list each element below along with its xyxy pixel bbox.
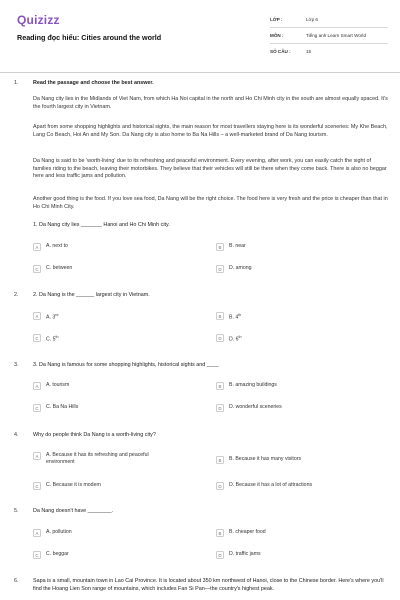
- option-c[interactable]: [33, 404, 196, 412]
- sub-question-text: 1. Da Nang city lies _______ Hanoi and Ho Chi Minh city.: [33, 222, 170, 228]
- question-number: 1.: [14, 80, 19, 86]
- option-letter: B: [216, 529, 224, 537]
- question-prompt: Why do people think Da Nang is a worth-living city?: [33, 432, 156, 438]
- option-text: D. wonderful sceneries: [229, 404, 282, 410]
- option-b[interactable]: [216, 312, 379, 322]
- question-number: 5.: [14, 508, 19, 514]
- question-number: 3.: [14, 362, 19, 368]
- option-text-main: D. 6: [229, 336, 239, 343]
- option-a[interactable]: [33, 243, 196, 251]
- option-letter: A: [33, 382, 41, 390]
- option-b[interactable]: [216, 382, 379, 390]
- option-c[interactable]: [33, 482, 196, 490]
- option-letter: C: [33, 334, 41, 342]
- option-text: C. between: [46, 265, 73, 271]
- option-text-main: B. 4: [229, 314, 239, 321]
- worksheet-title: Reading đọc hiểu: Cities around the world: [17, 33, 162, 42]
- option-b[interactable]: [216, 456, 379, 464]
- option-text: C. Because it is modern: [46, 482, 102, 488]
- option-text: D. Because it has a lot of attractions: [229, 482, 313, 488]
- passage-paragraph: Another good thing is the food. If you love sea food, Da Nang will be the right choice. The food here is very fresh and the price is cheaper than that in Ho Chi Minh City.: [33, 196, 388, 210]
- meta-value: Lớp 6: [306, 17, 318, 22]
- question-number: 4.: [14, 432, 19, 438]
- option-text: C. Ba Na Hills: [46, 404, 79, 410]
- option-letter: C: [33, 482, 41, 490]
- option-c[interactable]: [33, 551, 196, 559]
- worksheet-meta: [270, 12, 388, 59]
- option-letter: B: [216, 382, 224, 390]
- option-b[interactable]: [216, 529, 379, 537]
- option-letter: B: [216, 312, 224, 320]
- option-letter: D: [216, 482, 224, 490]
- meta-row-subject: [270, 28, 388, 44]
- question-number: 6.: [14, 578, 19, 584]
- ordinal-suffix: th: [238, 335, 242, 339]
- header-divider: [0, 72, 400, 73]
- option-letter: B: [216, 243, 224, 251]
- question-number: 2.: [14, 292, 19, 298]
- passage-paragraph: Apart from some shopping highlights and historical sights, the main reason for most travellers staying here is its wonderful sceneries: My Khe Beach, Lang Co Beach, Hoi An and My Son. Da Nang city is also home to Ba Na Hills – a well-marketed brand of Da Nang tourism.: [33, 124, 388, 138]
- option-text: D. among: [229, 265, 252, 271]
- option-text: [46, 312, 196, 322]
- ordinal-suffix: th: [55, 335, 59, 339]
- option-text: B. near: [229, 243, 246, 249]
- option-letter: D: [216, 551, 224, 559]
- option-d[interactable]: [216, 551, 379, 559]
- option-text: B. Because it has many visitors: [229, 456, 302, 462]
- question-prompt: 2. Da Nang is the ______ largest city in Vietnam.: [33, 292, 150, 298]
- option-letter: A: [33, 312, 41, 320]
- option-d[interactable]: [216, 334, 379, 344]
- option-c[interactable]: [33, 265, 196, 273]
- option-a[interactable]: [33, 382, 196, 390]
- ordinal-suffix: rd: [55, 313, 59, 317]
- option-c[interactable]: [33, 334, 196, 344]
- option-d[interactable]: [216, 482, 379, 490]
- meta-value: 15: [306, 49, 312, 54]
- option-text: A. next to: [46, 243, 68, 249]
- option-d[interactable]: [216, 404, 379, 412]
- option-text: A. Because it has its refreshing and peaceful environment: [46, 452, 149, 465]
- option-letter: C: [33, 404, 41, 412]
- option-text: [229, 334, 379, 344]
- option-letter: C: [33, 265, 41, 273]
- option-text: [46, 334, 196, 344]
- question-prompt: Read the passage and choose the best answer.: [33, 80, 154, 86]
- option-text: C. beggar: [46, 551, 69, 557]
- option-letter: D: [216, 404, 224, 412]
- option-text-main: A. 3: [46, 314, 56, 321]
- passage-paragraph: Da Nang city lies in the Midlands of Viet Nam, from which Ha Noi capital in the north and Ho Chi Minh city in the south are almost equally spaced. It's the fourth largest city in Vietnam.: [33, 96, 388, 110]
- option-d[interactable]: [216, 265, 379, 273]
- option-text: B. cheaper food: [229, 529, 266, 535]
- option-b[interactable]: [216, 243, 379, 251]
- option-a[interactable]: [33, 529, 196, 537]
- option-letter: A: [33, 452, 41, 460]
- meta-key: SỐ CÂU :: [270, 49, 291, 54]
- option-letter: A: [33, 243, 41, 251]
- question-prompt: 3. Da Nang is famous for some shopping highlights, historical sights and ____: [33, 362, 219, 368]
- question-prompt: Da Nang doesn't have ________.: [33, 508, 114, 514]
- option-letter: D: [216, 334, 224, 342]
- meta-key: MÔN :: [270, 33, 284, 38]
- option-text: A. tourism: [46, 382, 70, 388]
- option-text: A. pollution: [46, 529, 72, 535]
- option-letter: D: [216, 265, 224, 273]
- option-text-main: C. 5: [46, 336, 56, 343]
- option-a[interactable]: [33, 312, 196, 322]
- meta-row-count: [270, 44, 388, 59]
- passage-paragraph: Da Nang is said to be 'worth-living' due to its refreshing and peaceful environment. Every evening, after work, you can easily catch the sight of families riding to the beach, leaving their motorbikes. They believe that their vehicles will still be there when they come back. There is also no beggar here and less traffic jams and pollution.: [33, 158, 387, 180]
- meta-row-class: [270, 12, 388, 28]
- meta-key: LỚP :: [270, 17, 283, 22]
- option-letter: A: [33, 529, 41, 537]
- option-a[interactable]: [33, 452, 166, 466]
- option-letter: B: [216, 456, 224, 464]
- meta-value: Tiếng anh Learn Smart World: [306, 33, 367, 38]
- option-text: B. amazing buildings: [229, 382, 277, 388]
- question-prompt: Sapa is a small, mountain town in Lao Cai Province. It is located about 350 km northwest of Hanoi, close to the Chinese border. Here's where you'll find the Hoang Lien Son range of mountains, which includes Fan Si Pan—the country's highest peak.: [33, 578, 384, 592]
- option-letter: C: [33, 551, 41, 559]
- option-text: D. traffic jams: [229, 551, 261, 557]
- quizizz-logo: Quizizz: [17, 13, 60, 27]
- ordinal-suffix: th: [238, 313, 242, 317]
- option-text: [229, 312, 379, 322]
